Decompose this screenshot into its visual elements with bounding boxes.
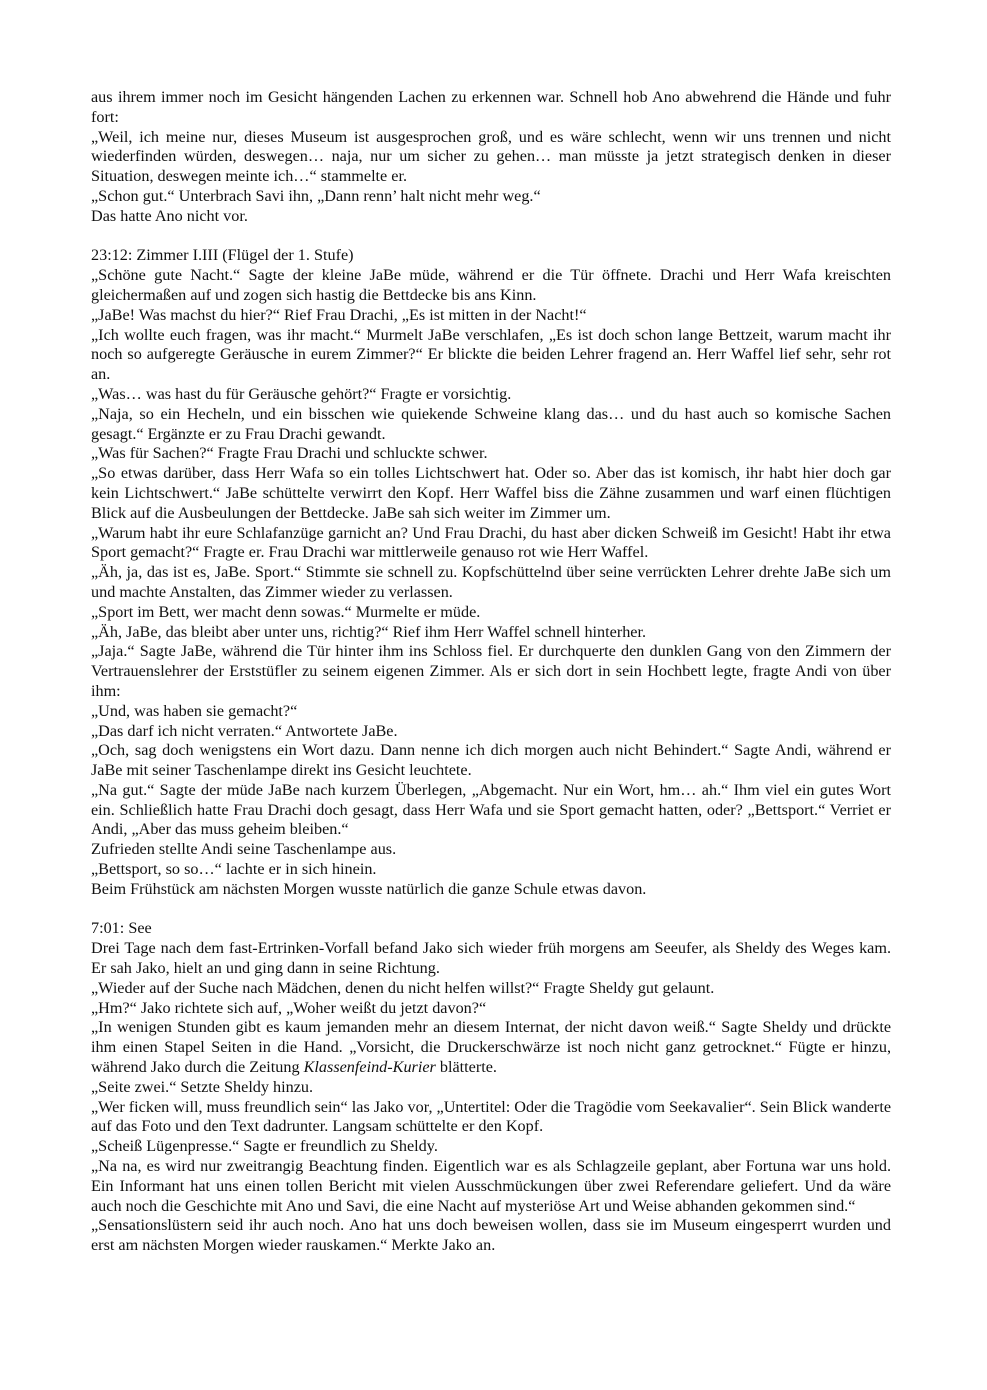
paragraph: „Naja, so ein Hecheln, und ein bisschen wie quiekende Schweine klang das… und du hast auch so komische Sachen gesagt.“ Ergänzte er zu Frau Drachi gewandt. <box>91 404 891 443</box>
paragraph: „Na gut.“ Sagte der müde JaBe nach kurzem Überlegen, „Abgemacht. Nur ein Wort, hm… ah.“ Ihm viel ein gutes Wort ein. Schließlich hatte Frau Drachi doch gesagt, dass Herr Wafa und sie Sport gemacht hatten, oder? „Bettsport.“ Verriet er Andi, „Aber das muss geheim bleiben.“ <box>91 780 891 839</box>
paragraph: aus ihrem immer noch im Gesicht hängenden Lachen zu erkennen war. Schnell hob Ano abwehrend die Hände und fuhr fort: <box>91 88 891 126</box>
paragraph: „JaBe! Was machst du hier?“ Rief Frau Drachi, „Es ist mitten in der Nacht!“ <box>91 305 587 324</box>
paragraph: „Was für Sachen?“ Fragte Frau Drachi und schluckte schwer. <box>91 444 488 463</box>
paragraph-text: „In wenigen Stunden gibt es kaum jemanden mehr an diesem Internat, der nicht davon weiß.“ Sagte Sheldy und drückte ihm einen Stapel Seiten in die Hand. „Vorsicht, die Druckerschwärze ist noch nicht ganz getrocknet.“ Fügte er hinzu, während Jako durch die Zeitung <box>91 1018 891 1077</box>
paragraph: „Und, was haben sie gemacht?“ <box>91 701 298 720</box>
paragraph: „Och, sag doch wenigstens ein Wort dazu. Dann nenne ich dich morgen auch nicht Behindert.“ Sagte Andi, während er JaBe mit seiner Taschenlampe direkt ins Gesicht leuchtete. <box>91 741 891 780</box>
paragraph: „So etwas darüber, dass Herr Wafa so ein tolles Lichtschwert hat. Oder so. Aber das ist komisch, ihr habt hier doch gar kein Lichtschwert.“ JaBe schüttelte verwirrt den Kopf. Herr Waffel biss die Zähne zusammen und warf einen flüchtigen Blick auf die Ausbeulungen der Bettdecke. JaBe sah sich weiter im Zimmer um. <box>91 464 891 522</box>
paragraph: „Hm?“ Jako richtete sich auf, „Woher weißt du jetzt davon?“ <box>91 998 487 1017</box>
paragraph: „Was… was hast du für Geräusche gehört?“ Fragte er vorsichtig. <box>91 384 512 403</box>
paragraph: „Bettsport, so so…“ lachte er in sich hinein. <box>91 860 377 879</box>
paragraph: Das hatte Ano nicht vor. <box>91 206 248 225</box>
paragraph: „Sport im Bett, wer macht denn sowas.“ Murmelte er müde. <box>91 602 481 621</box>
paragraph: Drei Tage nach dem fast-Ertrinken-Vorfall befand Jako sich wieder früh morgens am Seeufer, als Sheldy des Weges kam. Er sah Jako, hielt an und ging dann in seine Richtung. <box>91 939 891 978</box>
paragraph <box>91 1018 891 1077</box>
document-page <box>91 88 891 1256</box>
paragraph: „Äh, JaBe, das bleibt aber unter uns, richtig?“ Rief ihm Herr Waffel schnell hinterher. <box>91 622 647 641</box>
paragraph-text: blätterte. <box>435 1058 497 1077</box>
paragraph: „Weil, ich meine nur, dieses Museum ist ausgesprochen groß, und es wäre schlecht, wenn wir uns trennen und nicht wiederfinden würden, deswegen… naja, nur um sicher zu gehen… man müsste ja jetzt strategisch denken in dieser Situation, deswegen meinte ich…“ stammelte er. <box>91 127 891 186</box>
paragraph-gap <box>91 227 891 247</box>
paragraph: Beim Frühstück am nächsten Morgen wusste natürlich die ganze Schule etwas davon. <box>91 879 647 898</box>
scene-heading: 23:12: Zimmer I.III (Flügel der 1. Stufe) <box>91 246 354 265</box>
scene-heading: 7:01: See <box>91 919 152 938</box>
paragraph-gap <box>91 900 891 920</box>
paragraph: „Schöne gute Nacht.“ Sagte der kleine JaBe müde, während er die Tür öffnete. Drachi und Herr Wafa kreischten gleichermaßen auf und zogen sich hastig die Bettdecke bis ans Kinn. <box>91 266 891 304</box>
paragraph: „Äh, ja, das ist es, JaBe. Sport.“ Stimmte sie schnell zu. Kopfschüttelnd über seine verrückten Lehrer drehte JaBe sich um und machte Anstalten, das Zimmer wieder zu verlassen. <box>91 563 891 601</box>
paragraph: „Scheiß Lügenpresse.“ Sagte er freundlich zu Sheldy. <box>91 1137 438 1156</box>
paragraph: „Wer ficken will, muss freundlich sein“ las Jako vor, „Untertitel: Oder die Tragödie vom Seekavalier“. Sein Blick wanderte auf das Foto und den Text dadrunter. Langsam schüttelte er den Kopf. <box>91 1097 891 1136</box>
paragraph: „Warum habt ihr eure Schlafanzüge garnicht an? Und Frau Drachi, du hast aber dicken Schweiß im Gesicht! Habt ihr etwa Sport gemacht?“ Fragte er. Frau Drachi war mittlerweile genauso rot wie Herr Waffel. <box>91 523 891 562</box>
paragraph: „Wieder auf der Suche nach Mädchen, denen du nicht helfen willst?“ Fragte Sheldy gut gelaunt. <box>91 978 715 997</box>
paragraph: „Das darf ich nicht verraten.“ Antwortete JaBe. <box>91 721 398 740</box>
paragraph: „Ich wollte euch fragen, was ihr macht.“ Murmelt JaBe verschlafen, „Es ist doch schon lange Bettzeit, warum macht ihr noch so aufgeregte Geräusche in eurem Zimmer?“ Er blickte die beiden Lehrer fragend an. Herr Waffel lief sehr, sehr rot an. <box>91 325 891 384</box>
newspaper-title: Klassenfeind-Kurier <box>303 1058 436 1077</box>
paragraph: Zufrieden stellte Andi seine Taschenlampe aus. <box>91 840 397 859</box>
paragraph: „Jaja.“ Sagte JaBe, während die Tür hinter ihm ins Schloss fiel. Er durchquerte den dunklen Gang von den Zimmern der Vertrauenslehrer der Erststüfler zu seinem eigenen Zimmer. Als er sich dort in sein Hochbett legte, fragte Andi von über ihm: <box>91 642 891 700</box>
paragraph: „Seite zwei.“ Setzte Sheldy hinzu. <box>91 1077 314 1096</box>
paragraph: „Na na, es wird nur zweitrangig Beachtung finden. Eigentlich war es als Schlagzeile geplant, aber Fortuna war uns hold. Ein Informant hat uns einen tollen Bericht mit vielen Ausschmückungen über zwei Referendare geliefert. Und da wäre auch noch die Geschichte mit Ano und Savi, die eine Nacht auf mysteriöse Art und Weise abhanden gekommen sind.“ <box>91 1157 891 1215</box>
paragraph: „Sensationslüstern seid ihr auch noch. Ano hat uns doch beweisen wollen, dass sie im Museum eingesperrt wurden und erst am nächsten Morgen wieder rauskamen.“ Merkte Jako an. <box>91 1216 891 1255</box>
paragraph: „Schon gut.“ Unterbrach Savi ihn, „Dann renn’ halt nicht mehr weg.“ <box>91 186 541 205</box>
